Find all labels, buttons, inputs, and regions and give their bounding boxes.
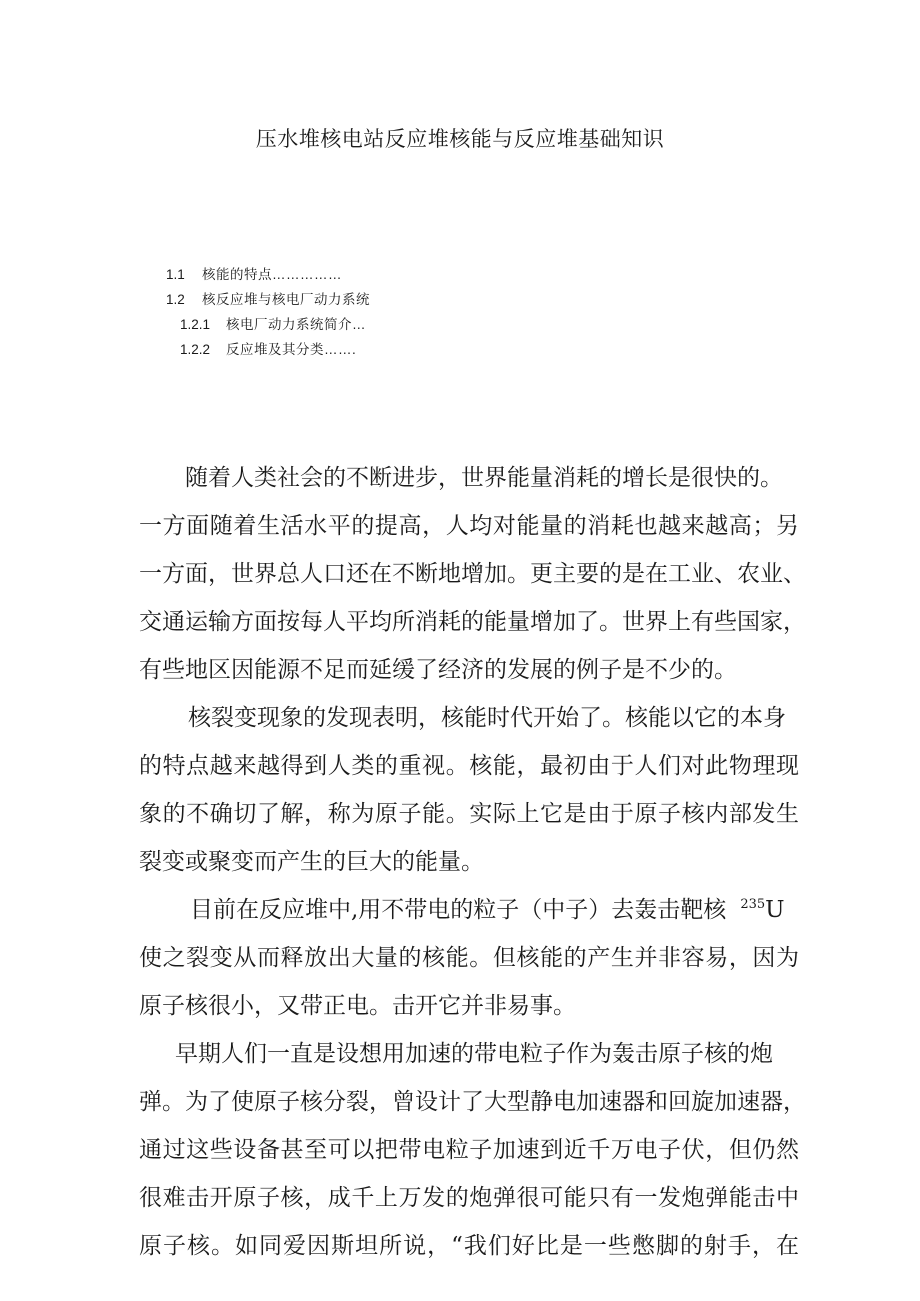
paragraph-line	[139, 886, 799, 934]
paragraph-line: 一方面随着生活水平的提高，人均对能量的消耗也越来越高；另	[139, 513, 799, 539]
toc-number: 1.2.2	[180, 342, 211, 357]
paragraph-line: 原子核。如同爱因斯坦所说，“我们好比是一些憋脚的射手，在	[139, 1233, 799, 1259]
toc-entry[interactable]	[166, 287, 370, 312]
toc-entry[interactable]	[166, 337, 370, 362]
toc-entry[interactable]	[166, 262, 370, 287]
paragraph-line: 很难击开原子核，成千上万发的炮弹很可能只有一发炮弹能击中	[139, 1185, 799, 1211]
paragraph-line: 使之裂变从而释放出大量的核能。但核能的产生并非容易，因为	[139, 945, 799, 971]
table-of-contents	[166, 262, 370, 362]
toc-text: 核反应堆与核电厂动力系统	[202, 292, 370, 307]
toc-number: 1.2.1	[180, 317, 211, 332]
paragraph-line: 一方面，世界总人口还在不断地增加。更主要的是在工业、农业、	[139, 561, 806, 587]
toc-text: 反应堆及其分类…….	[226, 342, 357, 357]
paragraph-line: 裂变或聚变而产生的巨大的能量。	[139, 849, 484, 875]
toc-number: 1.2	[166, 292, 185, 307]
isotope-mass-number: 235	[740, 897, 766, 912]
paragraph-text: 目前在反应堆中,用不带电的粒子（中子）去轰击靶核	[190, 897, 727, 923]
paragraph-line: 有些地区因能源不足而延缓了经济的发展的例子是不少的。	[139, 657, 737, 683]
page-title: 压水堆核电站反应堆核能与反应堆基础知识	[255, 127, 665, 151]
toc-text: 核电厂动力系统简介…	[226, 317, 366, 332]
paragraph-line: 交通运输方面按每人平均所消耗的能量增加了。世界上有些国家，	[139, 609, 806, 635]
toc-text: 核能的特点……………	[202, 267, 342, 282]
paragraph-line: 弹。为了使原子核分裂，曾设计了大型静电加速器和回旋加速器，	[139, 1089, 806, 1115]
toc-entry[interactable]	[166, 312, 370, 337]
paragraph-line: 早期人们一直是设想用加速的带电粒子作为轰击原子核的炮	[175, 1041, 773, 1067]
paragraph-line: 象的不确切了解，称为原子能。实际上它是由于原子核内部发生	[139, 801, 799, 827]
paragraph-line: 随着人类社会的不断进步，世界能量消耗的增长是很快的。	[185, 465, 783, 491]
isotope-symbol: U	[765, 897, 785, 923]
paragraph-line: 的特点越来越得到人类的重视。核能，最初由于人们对此物理现	[139, 753, 799, 779]
paragraph-line: 原子核很小，又带正电。击开它并非易事。	[139, 993, 576, 1019]
toc-number: 1.1	[166, 267, 185, 282]
body-text	[139, 454, 806, 1270]
paragraph-line: 核裂变现象的发现表明，核能时代开始了。核能以它的本身	[188, 705, 786, 731]
paragraph-line: 通过这些设备甚至可以把带电粒子加速到近千万电子伏，但仍然	[139, 1137, 799, 1163]
